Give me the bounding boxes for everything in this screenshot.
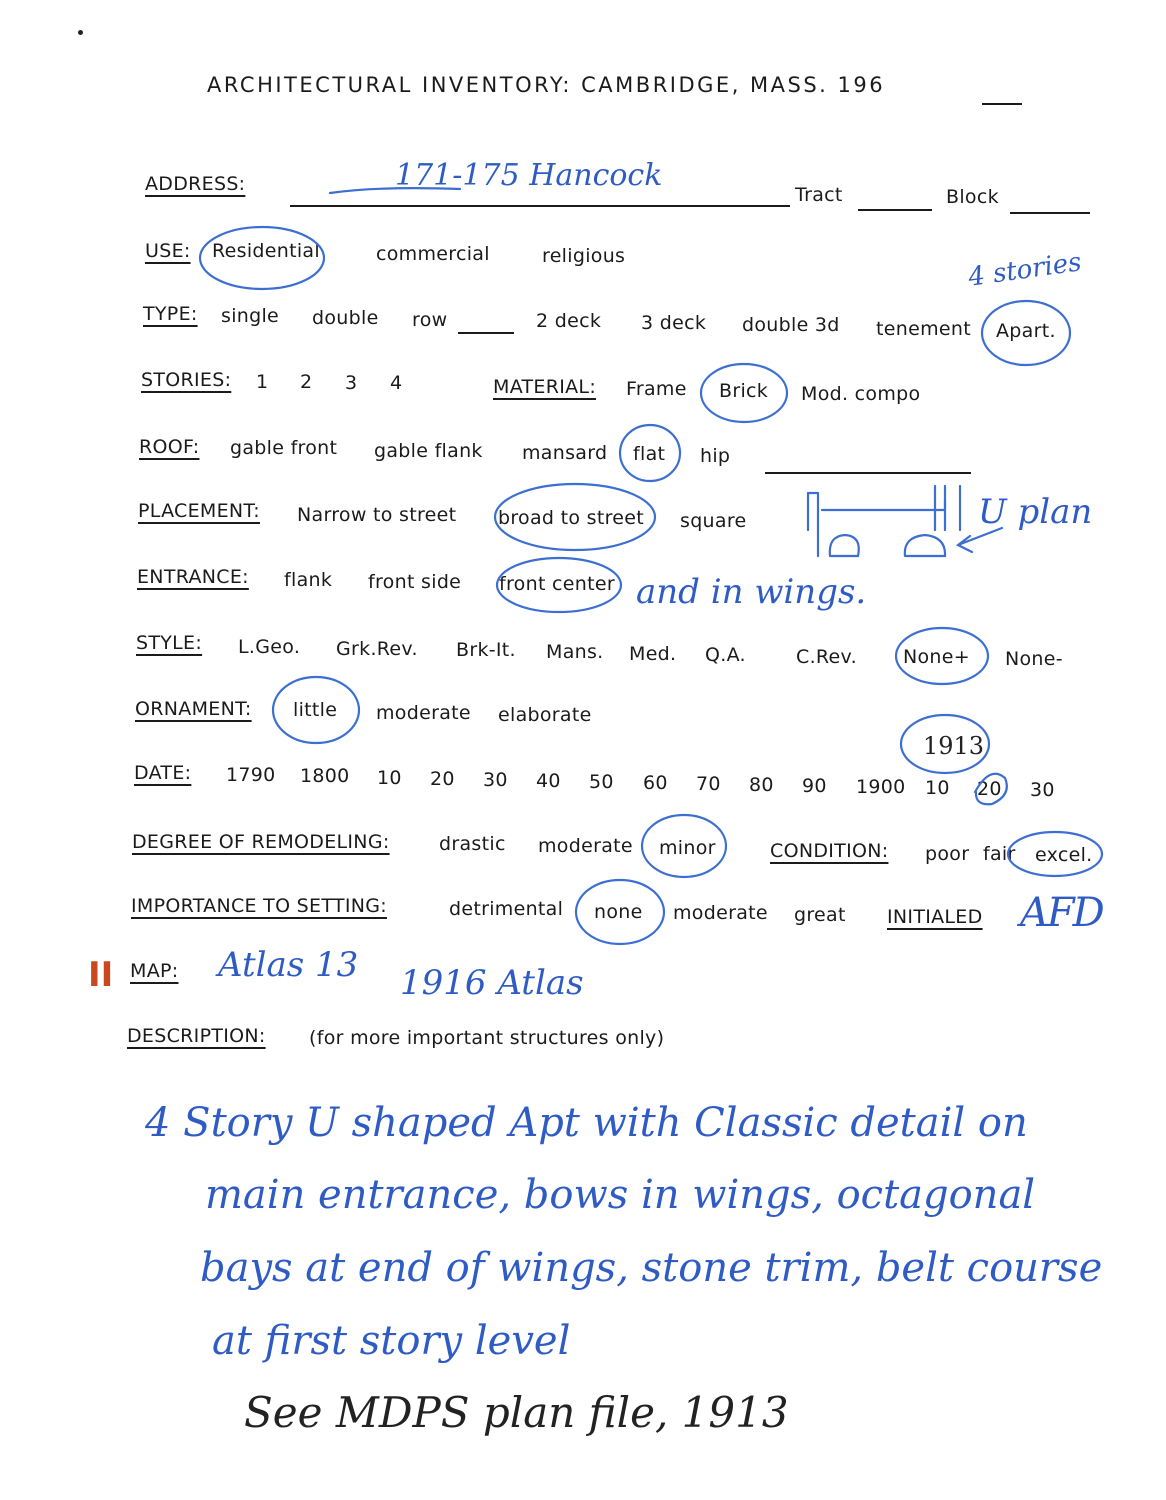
placement-label: PLACEMENT: [138,500,260,522]
style-label: STYLE: [136,632,203,654]
roof-option-mansard: mansard [522,442,608,464]
entrance-label: ENTRANCE: [137,566,249,588]
initialed-label: INITIALED [887,906,983,928]
importance-option-none: none [594,901,643,923]
type-option-2deck: 2 deck [536,310,602,332]
type-label: TYPE: [143,303,198,325]
material-option-frame: Frame [626,378,687,400]
style-option-lgeo: L.Geo. [238,636,301,658]
description-label: DESCRIPTION: [127,1025,266,1047]
roof-option-hip: hip [700,445,731,467]
date-option-20: 20 [430,768,455,790]
address-value: 171-175 Hancock [395,158,663,193]
none-circle [576,880,664,944]
condition-option-poor: poor [925,843,970,865]
date-20-loop [975,774,1007,804]
placement-note: U plan [978,492,1093,532]
date-option-80: 80 [749,774,774,796]
date-option-1790: 1790 [226,764,276,786]
description-line-2: main entrance, bows in wings, octagonal [205,1172,1036,1218]
roof-label: ROOF: [139,436,200,458]
ornament-label: ORNAMENT: [135,698,252,720]
date-option-1920: 20 [977,778,1002,800]
style-option-qa: Q.A. [705,644,746,666]
excel-circle [1008,832,1102,876]
type-option-tenement: tenement [876,318,971,340]
minor-circle [642,815,726,877]
style-option-brkit: Brk-It. [456,639,516,661]
use-option-residential: Residential [212,240,320,262]
plan-arrow [958,528,1002,552]
plan-right-wing [905,486,945,556]
date-option-90: 90 [802,775,827,797]
date-note: 1913 [923,732,985,760]
map-value-1: Atlas 13 [218,945,359,985]
little-circle [273,677,359,743]
type-option-row: row [412,309,448,331]
remodeling-option-moderate: moderate [538,835,633,857]
material-label: MATERIAL: [493,376,597,398]
form-title: ARCHITECTURAL INVENTORY: CAMBRIDGE, MASS. 196 [207,73,886,97]
block-label: Block [946,186,999,208]
map-label: MAP: [130,960,179,982]
condition-label: CONDITION: [770,840,889,862]
date-option-1930: 30 [1030,779,1055,801]
front-center-circle [497,558,621,612]
type-option-3deck: 3 deck [641,312,707,334]
type-note: 4 stories [966,247,1084,293]
date-option-1900: 1900 [856,776,906,798]
initialed-value: AFD [1020,890,1103,936]
type-option-double3d: double 3d [742,314,840,336]
remodeling-option-minor: minor [659,837,716,859]
use-option-religious: religious [542,245,626,267]
use-label: USE: [145,240,191,262]
importance-label: IMPORTANCE TO SETTING: [131,895,387,917]
description-footer: See MDPS plan file, 1913 [244,1388,789,1437]
apart-circle [982,301,1070,365]
roof-option-gable-front: gable front [230,437,338,459]
map-value-2: 1916 Atlas [400,963,584,1003]
type-option-double: double [312,307,379,329]
style-option-none-plus: None+ [903,646,970,668]
tract-label: Tract [795,184,843,206]
placement-option-broad: broad to street [498,507,645,529]
residential-circle [200,227,324,289]
style-option-none-minus: None- [1005,648,1063,670]
type-option-apart: Apart. [996,320,1056,342]
ornament-option-elaborate: elaborate [498,704,592,726]
date-option-1800: 1800 [300,765,350,787]
description-line-3: bays at end of wings, stone trim, belt course [200,1245,1103,1291]
date-note-circle [901,715,989,773]
brick-circle [701,364,787,422]
entrance-option-front-side: front side [368,571,462,593]
type-option-single: single [221,305,280,327]
stories-option-2: 2 [300,371,313,393]
style-option-mans: Mans. [546,641,604,663]
date-option-50: 50 [589,771,614,793]
date-option-1910: 10 [925,777,950,799]
use-option-commercial: commercial [376,243,490,265]
map-red-mark: II [88,955,114,995]
stories-option-3: 3 [345,372,358,394]
style-option-grkrev: Grk.Rev. [336,638,418,660]
plan-center [822,500,945,510]
material-option-brick: Brick [719,380,769,402]
placement-option-narrow: Narrow to street [297,504,457,526]
importance-option-moderate: moderate [673,902,768,924]
ornament-option-moderate: moderate [376,702,471,724]
description-line-1: 4 Story U shaped Apt with Classic detail on [145,1100,1028,1146]
importance-option-detrimental: detrimental [449,898,564,920]
remodeling-label: DEGREE OF REMODELING: [132,831,390,853]
roof-option-flat: flat [633,443,666,465]
material-option-mod-compo: Mod. compo [801,383,921,405]
stories-label: STORIES: [141,369,232,391]
entrance-option-flank: flank [284,569,333,591]
condition-option-fair: fair [983,843,1016,865]
address-label: ADDRESS: [145,173,246,195]
date-option-60: 60 [643,772,668,794]
plan-left-wing [808,493,859,556]
style-option-med: Med. [629,643,677,665]
stories-option-1: 1 [256,371,269,393]
roof-option-gable-flank: gable flank [374,440,483,462]
condition-option-excel: excel. [1035,844,1093,866]
broad-to-street-circle [495,484,655,550]
date-option-10: 10 [377,767,402,789]
description-line-4: at first story level [212,1318,571,1364]
importance-option-great: great [794,904,846,926]
date-label: DATE: [134,762,192,784]
none-plus-circle [896,628,988,684]
date-option-30: 30 [483,769,508,791]
address-strikethrough [330,188,460,193]
style-option-crev: C.Rev. [796,646,857,668]
flat-circle [620,425,680,481]
stories-option-4: 4 [390,372,403,394]
description-hint: (for more important structures only) [309,1027,665,1049]
date-option-70: 70 [696,773,721,795]
remodeling-option-drastic: drastic [439,833,506,855]
entrance-note: and in wings. [636,572,867,612]
date-option-40: 40 [536,770,561,792]
ornament-option-little: little [293,699,338,721]
placement-option-square: square [680,510,747,532]
entrance-option-front-center: front center [499,573,615,595]
